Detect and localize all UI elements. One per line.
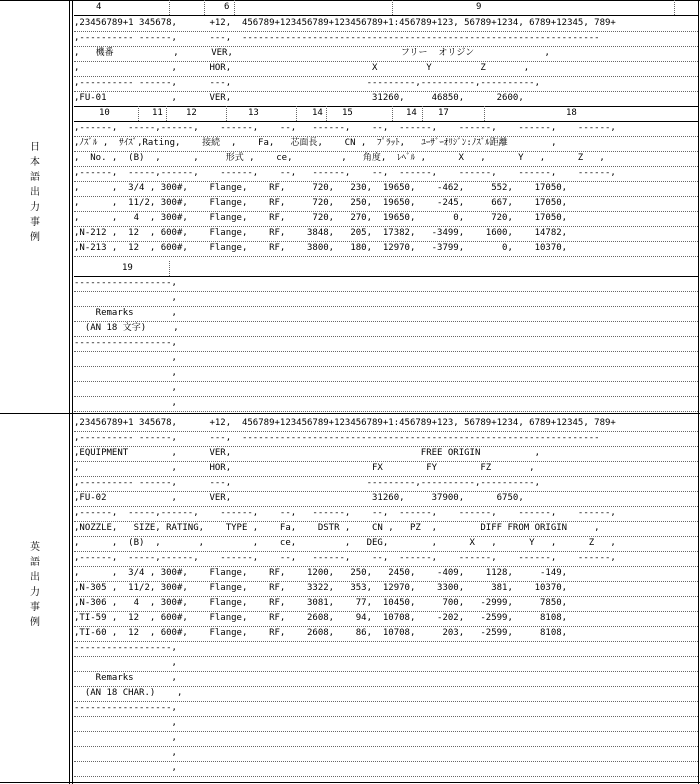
en-nozzle-text: ,NOZZLE, SIZE, RATING, TYPE , Fa, DSTR , CN , PZ , DIFF FROM ORIGIN , [74, 523, 600, 533]
jp-nozzle-row [74, 136, 698, 152]
column-number: 14 [312, 108, 323, 118]
section-divider [0, 413, 700, 414]
jp-nozzle-text: ,N-212 , 12 , 600#, Flange, RF, 3848, 205, 17382, -3499, 1600, 14782, [74, 228, 568, 238]
jp-nozzle-text: , , 11/2, 300#, Flange, RF, 720, 250, 19650, -245, 667, 17050, [74, 198, 568, 208]
en-remarks-row [74, 656, 698, 672]
jp-nozzle-text: ,ﾉｽﾞﾙ , ｻｲｽﾞ,Rating, 接続 , Fa, 芯面長, CN , ﾌﾟﾗｯﾄ, ﾕｰｻﾞｰｵﾘｼﾞﾝ:ﾉｽﾞﾙ距離 , [74, 138, 557, 148]
en-nozzle-row [74, 551, 698, 567]
jp-row [74, 91, 698, 107]
en-remarks-row [74, 731, 698, 747]
label-char: 例 [30, 232, 40, 243]
en-nozzle-row [74, 611, 698, 627]
en-remarks-row [74, 761, 698, 777]
label-char: 本 [30, 157, 40, 168]
jp-nozzle-row [74, 151, 698, 167]
label-char: 語 [30, 557, 40, 568]
column-tick [138, 106, 139, 121]
jp-nozzle-row [74, 226, 698, 242]
bottom-border [0, 782, 700, 783]
column-header-mid [74, 106, 698, 122]
en-row-text: ,---------- ------, ---, ------------------------------------------------------------------ [74, 433, 600, 443]
en-nozzle-row [74, 566, 698, 582]
column-number: 17 [438, 108, 449, 118]
column-tick [484, 106, 485, 121]
column-tick [392, 106, 393, 121]
label-char: 力 [30, 202, 40, 213]
jp-nozzle-text: ,N-213 , 12 , 600#, Flange, RF, 3800, 180, 12970, -3799, 0, 10370, [74, 243, 568, 253]
column-tick [392, 0, 393, 15]
en-remarks-text: , [74, 763, 177, 773]
jp-remarks-row [74, 351, 698, 367]
en-nozzle-text: ,------, -----,------, ------, --, ------, --, ------, ------, ------, ------, [74, 553, 616, 563]
column-tick [169, 0, 170, 15]
column-number: 19 [122, 263, 133, 273]
jp-nozzle-text: ,------, -----,------, ------, --, ------, --, ------, ------, ------, ------, [74, 123, 616, 133]
en-remarks-row [74, 701, 698, 717]
jp-row [74, 61, 698, 77]
column-tick [226, 106, 227, 121]
jp-row-text: ,FU-01 , VER, 31260, 46850, 2600, [74, 93, 524, 103]
en-row [74, 446, 698, 462]
jp-row-text: , , HOR, X Y Z , [74, 63, 530, 73]
jp-remarks-row [74, 396, 698, 412]
label-char: 出 [30, 572, 40, 583]
column-number: 15 [342, 108, 353, 118]
en-nozzle-row [74, 596, 698, 612]
en-nozzle-row [74, 581, 698, 597]
column-header-top [74, 0, 698, 16]
en-nozzle-text: ,N-305 , 11/2, 300#, Flange, RF, 3322, 353, 12970, 3300, 381, 10370, [74, 583, 568, 593]
label-char: 英 [30, 542, 40, 553]
column-tick [296, 106, 297, 121]
jp-row [74, 31, 698, 47]
en-row [74, 431, 698, 447]
en-remarks-text: , [74, 658, 177, 668]
column-tick [422, 106, 423, 121]
column-number: 4 [96, 2, 102, 12]
jp-row [74, 16, 698, 32]
en-remarks-row [74, 746, 698, 762]
en-remarks-row [74, 641, 698, 657]
label-char: 日 [30, 142, 40, 153]
en-remarks-text: ------------------, [74, 703, 177, 713]
jp-nozzle-text: , , 4 , 300#, Flange, RF, 720, 270, 19650, 0, 720, 17050, [74, 213, 568, 223]
column-number: 13 [248, 108, 259, 118]
jp-remarks-text: , [74, 383, 177, 393]
jp-nozzle-row [74, 211, 698, 227]
jp-row-text: ,23456789+1 345678, +12, 456789+123456789+123456789+1:456789+123, 56789+1234, 6789+12345, 789+ [74, 18, 616, 28]
label-char: 語 [30, 172, 40, 183]
en-remarks-text: , [74, 733, 177, 743]
label-column [0, 0, 70, 784]
jp-remarks-row [74, 276, 698, 292]
column-number: 12 [186, 108, 197, 118]
jp-nozzle-row [74, 241, 698, 257]
jp-remarks-row [74, 291, 698, 307]
column-number: 6 [224, 2, 230, 12]
jp-remarks-row [74, 321, 698, 337]
en-remarks-row [74, 716, 698, 732]
jp-remarks-text: , [74, 293, 177, 303]
jp-row-text: , 機番 , VER, フリー オリジン , [74, 48, 550, 58]
en-nozzle-row [74, 626, 698, 642]
jp-remarks-row [74, 306, 698, 322]
label-char: 出 [30, 187, 40, 198]
en-nozzle-text: ,N-306 , 4 , 300#, Flange, RF, 3081, 77, 10450, 700, -2999, 7850, [74, 598, 568, 608]
column-tick [166, 106, 167, 121]
en-remarks-text: , [74, 748, 177, 758]
label-char: 事 [30, 602, 40, 613]
jp-remarks-text: (AN 18 文字) , [74, 323, 179, 333]
en-remarks-row [74, 671, 698, 687]
column-tick [234, 0, 235, 15]
en-remarks-text: Remarks , [74, 673, 177, 683]
label-char: 力 [30, 587, 40, 598]
column-number: 9 [476, 2, 482, 12]
column-number: 14 [406, 108, 417, 118]
jp-nozzle-row [74, 196, 698, 212]
jp-nozzle-text: , , 3/4 , 300#, Flange, RF, 720, 230, 19650, -462, 552, 17050, [74, 183, 568, 193]
en-row-text: ,FU-02 , VER, 31260, 37900, 6750, [74, 493, 524, 503]
en-row-text: ,---------- ------, ---, ---------,----------,----------, [74, 478, 540, 488]
column-number: 11 [152, 108, 163, 118]
en-row [74, 491, 698, 507]
jp-row-text: ,---------- ------, ---, ------------------------------------------------------------------ [74, 33, 600, 43]
jp-remarks-text: ------------------, [74, 278, 177, 288]
en-nozzle-text: , , 3/4 , 300#, Flange, RF, 1200, 250, 2450, -409, 1128, -149, [74, 568, 568, 578]
japanese-example-label [0, 140, 70, 245]
column-tick [169, 261, 170, 276]
en-remarks-text: , [74, 718, 177, 728]
jp-nozzle-text: , No. , (B) , , 形式 , ce, , 角度, ﾚﾍﾞﾙ , X , Y , Z , [74, 153, 605, 163]
jp-remarks-text: Remarks , [74, 308, 177, 318]
english-example-label [0, 540, 70, 630]
jp-row [74, 76, 698, 92]
jp-nozzle-text: ,------, -----,------, ------, --, ------, --, ------, ------, ------, ------, [74, 168, 616, 178]
jp-remarks-row [74, 336, 698, 352]
en-remarks-text: ------------------, [74, 643, 177, 653]
right-border [698, 0, 699, 784]
en-nozzle-text: ,------, -----,------, ------, --, ------, --, ------, ------, ------, ------, [74, 508, 616, 518]
en-nozzle-text: , , (B) , , , ce, , DEG, , X , Y , Z , [74, 538, 616, 548]
label-char: 例 [30, 617, 40, 628]
jp-remarks-row [74, 381, 698, 397]
label-char: 事 [30, 217, 40, 228]
en-remarks-text: (AN 18 CHAR.) , [74, 688, 183, 698]
en-nozzle-row [74, 536, 698, 552]
column-separator [72, 0, 73, 784]
jp-row-text: ,---------- ------, ---, ---------,----------,----------, [74, 78, 540, 88]
jp-remarks-text: , [74, 398, 177, 408]
en-row [74, 461, 698, 477]
en-row-text: ,EQUIPMENT , VER, FREE ORIGIN , [74, 448, 540, 458]
jp-remarks-text: , [74, 353, 177, 363]
en-nozzle-text: ,TI-60 , 12 , 600#, Flange, RF, 2608, 86, 10708, 203, -2599, 8108, [74, 628, 568, 638]
jp-nozzle-row [74, 181, 698, 197]
jp-remarks-text: , [74, 368, 177, 378]
column-number: 18 [566, 108, 577, 118]
column-tick [326, 106, 327, 121]
en-remarks-row [74, 686, 698, 702]
en-row-text: , , HOR, FX FY FZ , [74, 463, 535, 473]
en-row [74, 476, 698, 492]
column-tick [204, 0, 205, 15]
jp-nozzle-row [74, 166, 698, 182]
en-row [74, 416, 698, 432]
en-row-text: ,23456789+1 345678, +12, 456789+123456789+123456789+1:456789+123, 56789+1234, 6789+12345, 789+ [74, 418, 616, 428]
column-tick [674, 0, 675, 15]
jp-row [74, 46, 698, 62]
en-nozzle-row [74, 506, 698, 522]
en-nozzle-row [74, 521, 698, 537]
en-nozzle-text: ,TI-59 , 12 , 600#, Flange, RF, 2608, 94, 10708, -202, -2599, 8108, [74, 613, 568, 623]
jp-remarks-row [74, 366, 698, 382]
column-header-19 [74, 261, 698, 277]
column-number: 10 [99, 108, 110, 118]
jp-nozzle-row [74, 121, 698, 137]
jp-remarks-text: ------------------, [74, 338, 177, 348]
